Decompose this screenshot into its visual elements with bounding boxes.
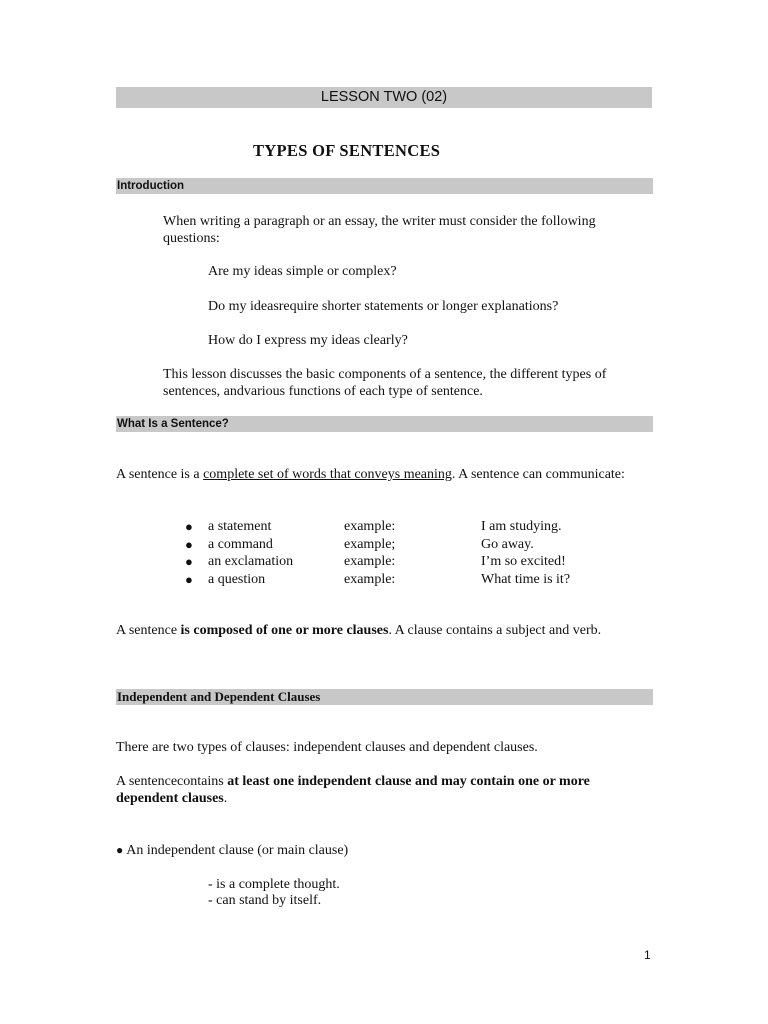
independent-detail-1: - is a complete thought.: [208, 877, 340, 892]
section-heading-what-is-sentence: What Is a Sentence?: [116, 416, 653, 432]
lesson-title-bar: [116, 87, 652, 108]
bullet-icon: ●: [185, 554, 193, 569]
independent-clause-item: ● An independent clause (or main clause): [116, 843, 349, 858]
sentence-composition-paragraph: A sentence is composed of one or more clauses. A clause contains a subject and verb.: [116, 623, 602, 638]
section-heading-clauses: Independent and Dependent Clauses: [116, 689, 653, 705]
intro-question-2: Do my ideasrequire shorter statements or longer explanations?: [208, 299, 559, 314]
bullet-icon: ●: [185, 537, 193, 552]
intro-question-1: Are my ideas simple or complex?: [208, 264, 397, 279]
bullet-icon: ●: [185, 572, 193, 587]
bullet-icon: ●: [116, 843, 127, 857]
sentence-definition-paragraph: A sentence is a complete set of words that conveys meaning. A sentence can communicate:: [116, 467, 625, 482]
independent-detail-2: - can stand by itself.: [208, 893, 322, 908]
page-title: TYPES OF SENTENCES: [253, 141, 441, 160]
clause-types-paragraph: There are two types of clauses: independent clauses and dependent clauses.: [116, 740, 538, 755]
example-row: ● a statement example: I am studying.: [185, 519, 562, 534]
example-row: ● a question example: What time is it?: [185, 572, 571, 587]
intro-question-3: How do I express my ideas clearly?: [208, 333, 408, 348]
lesson-title: LESSON TWO (02): [320, 89, 448, 105]
page-number: 1: [644, 948, 651, 962]
bullet-icon: ●: [185, 519, 193, 534]
section-heading-introduction: Introduction: [116, 178, 653, 194]
example-row: ● an exclamation example: I’m so excited!: [185, 554, 566, 569]
example-row: ● a command example; Go away.: [185, 537, 534, 552]
clause-contains-paragraph: A sentencecontains at least one independent clause and may contain one or more dependent clauses.: [116, 774, 590, 806]
intro-summary-paragraph: This lesson discusses the basic components of a sentence, the different types of sentences, andvarious functions of each type of sentence.: [163, 367, 607, 399]
sentence-definition-underlined: complete set of words that conveys meaning: [203, 467, 452, 482]
intro-lead-paragraph: When writing a paragraph or an essay, the writer must consider the following questions:: [163, 214, 596, 246]
